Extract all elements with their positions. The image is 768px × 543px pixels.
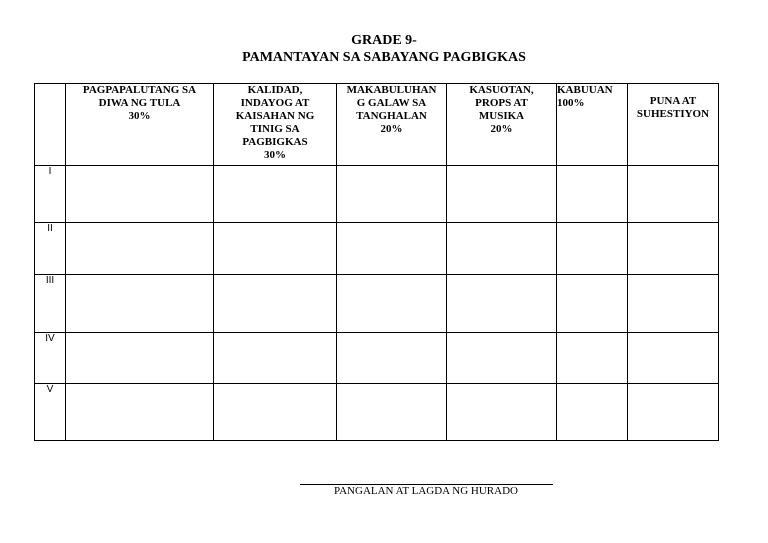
header-pagpapalutang: PAGPAPALUTANG SA DIWA NG TULA 30% (66, 84, 214, 166)
total-cell[interactable] (557, 166, 628, 223)
score-cell[interactable] (337, 384, 447, 441)
score-cell[interactable] (447, 333, 557, 384)
score-cell[interactable] (214, 384, 337, 441)
total-cell[interactable] (557, 275, 628, 333)
total-cell[interactable] (557, 333, 628, 384)
score-cell[interactable] (66, 333, 214, 384)
row-number: IV (35, 333, 66, 384)
row-number: II (35, 223, 66, 275)
table-header-row (35, 84, 719, 166)
row-number: III (35, 275, 66, 333)
header-kalidad: KALIDAD, INDAYOG AT KAISAHAN NG TINIG SA PAGBIGKAS 30% (214, 84, 337, 166)
header-puna: PUNA AT SUHESTIYON (628, 84, 719, 166)
document-title: GRADE 9- (351, 33, 417, 48)
remarks-cell[interactable] (628, 166, 719, 223)
score-cell[interactable] (447, 384, 557, 441)
score-cell[interactable] (337, 223, 447, 275)
score-cell[interactable] (66, 223, 214, 275)
signature-label: PANGALAN AT LAGDA NG HURADO (334, 485, 518, 497)
score-cell[interactable] (447, 275, 557, 333)
total-cell[interactable] (557, 223, 628, 275)
table-row (35, 223, 719, 275)
score-cell[interactable] (214, 223, 337, 275)
score-cell[interactable] (447, 166, 557, 223)
score-cell[interactable] (337, 333, 447, 384)
score-cell[interactable] (214, 333, 337, 384)
table-row (35, 333, 719, 384)
total-cell[interactable] (557, 384, 628, 441)
header-kasuotan: KASUOTAN, PROPS AT MUSIKA 20% (447, 84, 557, 166)
document-subtitle: PAMANTAYAN SA SABAYANG PAGBIGKAS (242, 50, 526, 65)
score-cell[interactable] (66, 275, 214, 333)
score-cell[interactable] (214, 166, 337, 223)
remarks-cell[interactable] (628, 333, 719, 384)
table-row (35, 275, 719, 333)
row-number: V (35, 384, 66, 441)
table-row (35, 384, 719, 441)
table-row (35, 166, 719, 223)
header-blank-cell (35, 84, 66, 166)
remarks-cell[interactable] (628, 384, 719, 441)
score-cell[interactable] (66, 384, 214, 441)
score-cell[interactable] (447, 223, 557, 275)
score-cell[interactable] (337, 275, 447, 333)
score-cell[interactable] (66, 166, 214, 223)
header-kabuuan: KABUUAN 100% (557, 84, 628, 166)
remarks-cell[interactable] (628, 275, 719, 333)
row-number: I (35, 166, 66, 223)
rubric-table (34, 83, 719, 441)
score-cell[interactable] (214, 275, 337, 333)
header-makabuluhang-galaw: MAKABULUHAN G GALAW SA TANGHALAN 20% (337, 84, 447, 166)
score-cell[interactable] (337, 166, 447, 223)
remarks-cell[interactable] (628, 223, 719, 275)
